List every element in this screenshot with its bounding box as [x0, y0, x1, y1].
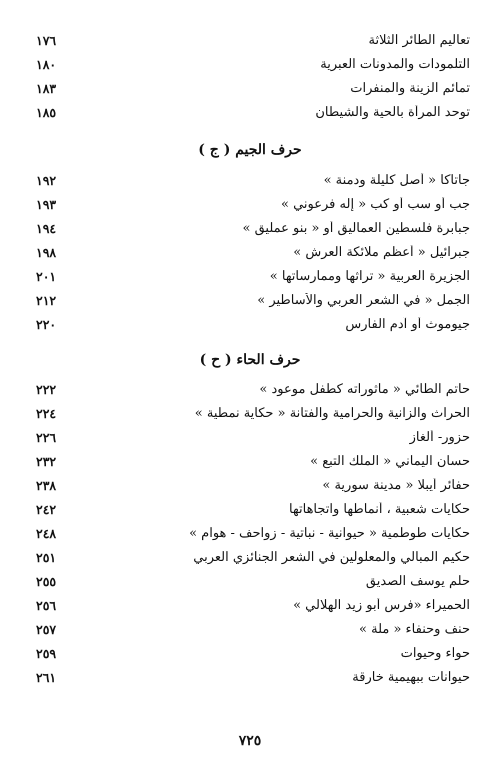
entry-page-number: ٢٥٥ [36, 573, 57, 589]
index-entry [36, 642, 470, 664]
entry-page-number: ٢٥٧ [36, 621, 57, 637]
entry-page-number: ٢٢٦ [36, 429, 57, 445]
index-entry [36, 546, 470, 568]
entry-page-number: ٢٥٩ [36, 645, 57, 661]
entry-title: حكايات طوطمية « حيوانية - نباتية - زواحف - هوام » [189, 525, 470, 541]
entry-title: جاتاكا « أصل كليلة ودمنة » [323, 172, 470, 188]
page-number-footer: ٧٢٥ [238, 733, 262, 749]
index-entry [36, 378, 470, 400]
index-entry [36, 666, 470, 688]
entry-page-number: ٢٦١ [36, 669, 57, 685]
index-entry [36, 169, 470, 191]
index-entry [36, 241, 470, 263]
index-entry [36, 594, 470, 616]
entry-page-number: ٢٢٠ [36, 316, 57, 332]
entry-title: حاتم الطائي « مأثوراته كطفل موعود » [259, 381, 470, 397]
index-entry [36, 53, 470, 75]
entry-title: الجزيرة العربية « تراثها وممارساتها » [269, 268, 470, 284]
entry-title: حيوانات ببهيمية خارقة [352, 669, 470, 685]
entry-title: حكايات شعبية ، أنماطها واتجاهاتها [289, 501, 470, 517]
entry-title: جبابرة فلسطين العماليق أو « بنو عمليق » [242, 220, 470, 236]
index-entry [36, 498, 470, 520]
entry-page-number: ٢٢٤ [36, 405, 57, 421]
index-entry [36, 289, 470, 311]
entry-page-number: ١٩٣ [36, 196, 57, 212]
entry-page-number: ١٩٨ [36, 244, 57, 260]
entry-page-number: ٢٣٨ [36, 477, 57, 493]
index-entry [36, 313, 470, 335]
entry-title: حواء وحيوات [400, 645, 470, 661]
entry-page-number: ٢٥٦ [36, 597, 57, 613]
index-entry [36, 570, 470, 592]
entry-page-number: ٢٢٢ [36, 381, 57, 397]
entry-page-number: ٢٥١ [36, 549, 57, 565]
entry-title: جب أو سب أو كب « إله فرعوني » [280, 196, 470, 212]
index-entry [36, 450, 470, 472]
index-entry [36, 522, 470, 544]
entry-title: حزور- ألغاز [409, 429, 470, 445]
entry-page-number: ١٨٣ [36, 80, 57, 96]
entry-page-number: ٢٤٨ [36, 525, 57, 541]
entry-title: الحميراء «فرس أبو زيد الهلالي » [293, 597, 470, 613]
entry-page-number: ١٩٤ [36, 220, 57, 236]
index-entry [36, 101, 470, 123]
entry-title: التلمودات والمدونات العبرية [320, 56, 470, 72]
entry-title: تعاليم الطائر الثلاثة [368, 32, 470, 48]
index-entry [36, 217, 470, 239]
index-entry [36, 474, 470, 496]
entry-page-number: ٢٣٢ [36, 453, 57, 469]
entry-page-number: ١٨٠ [36, 56, 57, 72]
entry-page-number: ٢٤٢ [36, 501, 57, 517]
index-entry [36, 265, 470, 287]
index-entry [36, 77, 470, 99]
entry-title: حلم يوسف الصديق [365, 573, 470, 589]
index-entry [36, 426, 470, 448]
entry-title: تمائم الزينة والمنفرات [350, 80, 470, 96]
entry-page-number: ٢١٢ [36, 292, 57, 308]
entry-page-number: ٢٠١ [36, 268, 57, 284]
entry-title: الجمل « في الشعر العربي والأساطير » [257, 292, 470, 308]
entry-page-number: ١٧٦ [36, 32, 57, 48]
entry-title: جبرائيل « أعظم ملائكة العرش » [293, 244, 470, 260]
entry-title: الحراث والزانية والحرامية والفتانة « حكاية نمطية » [194, 405, 470, 421]
entry-title: حسان اليماني « الملك التبع » [310, 453, 470, 469]
entry-page-number: ١٩٢ [36, 172, 57, 188]
index-entry [36, 402, 470, 424]
entry-title: جيوموث أو آدم الفارس [345, 316, 470, 332]
index-entry [36, 29, 470, 51]
entry-title: حفائر أيبلا « مدينة سورية » [322, 477, 470, 493]
index-entry [36, 618, 470, 640]
entry-title: حنف وحنفاء « ملة » [359, 621, 470, 637]
entry-title: حكيم المبالي والمعلولين في الشعر الجنائزي العربي [193, 549, 470, 565]
entry-title: توحد المرأة بالحية والشيطان [315, 104, 470, 120]
section-heading-jeem: حرف الجيم ( ج ) [198, 142, 302, 158]
index-entry [36, 193, 470, 215]
section-heading-haa: حرف الحاء ( ح ) [199, 352, 301, 368]
entry-page-number: ١٨٥ [36, 104, 57, 120]
